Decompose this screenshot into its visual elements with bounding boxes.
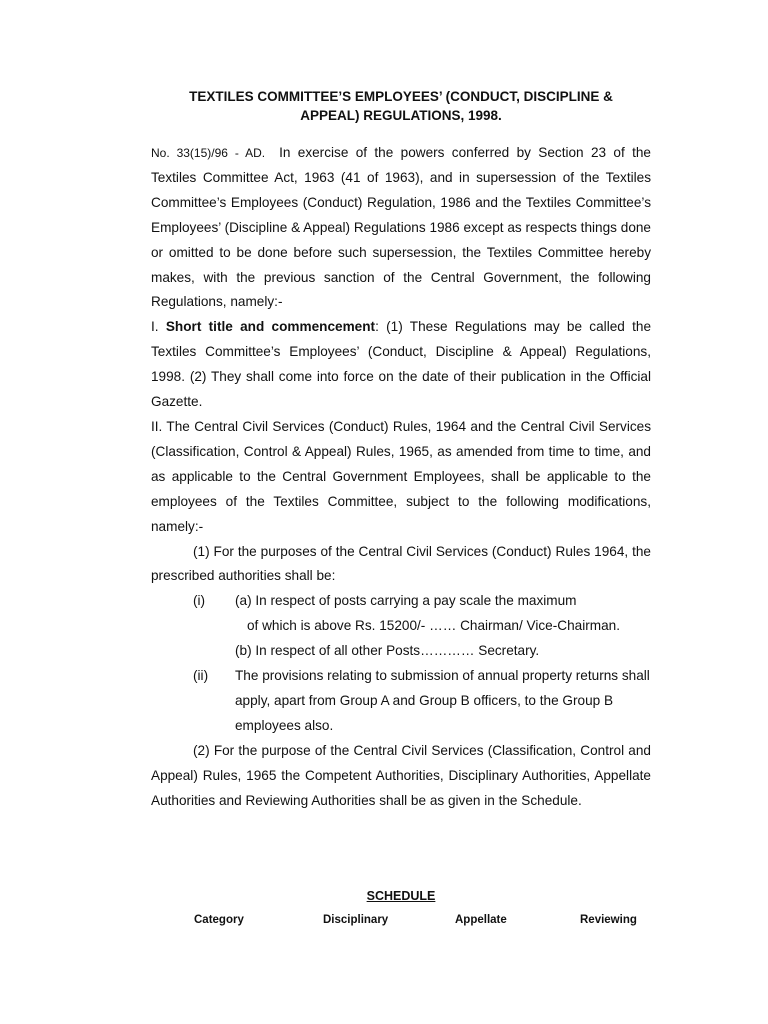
schedule-header-reviewing: Reviewing bbox=[580, 914, 637, 926]
section-2-paragraph: II. The Central Civil Services (Conduct) Rules, 1964 and the Central Civil Services (Classification, Control & Appeal) Rules, 1965, as amended from time to time, and as applicable to the Central Government Employees, shall be applicable to the employees of the Textiles Committee, subject to the following modifications, namely:- bbox=[151, 418, 651, 534]
item-ii bbox=[151, 664, 651, 739]
modification-2-paragraph: (2) For the purpose of the Central Civil Services (Classification, Control and Appeal) Rules, 1965 the Competent Authorities, Disciplinary Authorities, Appellate Authorities and Reviewing Authorities shall be as given in the Schedule. bbox=[151, 742, 651, 808]
item-i-a-continued bbox=[151, 614, 651, 639]
item-i-b-text: (b) In respect of all other Posts………… Secretary. bbox=[235, 643, 540, 659]
schedule-header-category: Category bbox=[194, 914, 244, 926]
schedule-header-disciplinary: Disciplinary bbox=[323, 914, 389, 926]
preamble-paragraph bbox=[151, 141, 651, 315]
section-1-heading: Short title and commencement bbox=[165, 319, 376, 335]
schedule-title: SCHEDULE bbox=[366, 889, 436, 903]
document-body bbox=[151, 141, 651, 813]
reference-number: No. 33(15)/96 - AD. bbox=[151, 146, 266, 160]
section-1-paragraph bbox=[151, 315, 651, 415]
schedule-header-appellate: Appellate bbox=[455, 914, 507, 926]
modification-1-paragraph: (1) For the purposes of the Central Civil Services (Conduct) Rules 1964, the prescribed authorities shall be: bbox=[151, 543, 651, 584]
item-i-b bbox=[151, 639, 651, 664]
item-ii-label: (ii) bbox=[193, 668, 209, 684]
item-i-a-line-2: of which is above Rs. 15200/- …… Chairman/ Vice-Chairman. bbox=[247, 618, 620, 634]
section-1-number: I. bbox=[151, 319, 159, 335]
title-line-1: TEXTILES COMMITTEE’S EMPLOYEES’ (CONDUCT, DISCIPLINE & bbox=[189, 89, 613, 104]
title-line-2: APPEAL) REGULATIONS, 1998. bbox=[300, 108, 502, 123]
item-ii-text: The provisions relating to submission of annual property returns shall apply, apart from Group A and Group B officers, to the Group B employees also. bbox=[235, 668, 650, 733]
item-i-a-line-1: (a) In respect of posts carrying a pay scale the maximum bbox=[235, 593, 577, 609]
item-i-a bbox=[151, 589, 651, 614]
item-i-label: (i) bbox=[193, 593, 206, 609]
section-1-text: : (1) These Regulations may be called the Textiles Committee’s Employees’ (Conduct, Discipline & Appeal) Regulations, 1998. (2) They shall come into force on the date of their publication in the Official Gazette. bbox=[151, 319, 652, 410]
document-title bbox=[150, 87, 652, 125]
preamble-text: In exercise of the powers conferred by Section 23 of the Textiles Committee Act, 1963 (41 of 1963), and in supersession of the Textiles Committee’s Employees (Conduct) Regulation, 1986 and the Textiles Committee’s Employees’ (Discipline & Appeal) Regulations 1986 except as respects things done or omitted to be done before such supersession, the Textiles Committee hereby makes, with the previous sanction of the Central Government, the following Regulations, namely:- bbox=[151, 145, 651, 310]
